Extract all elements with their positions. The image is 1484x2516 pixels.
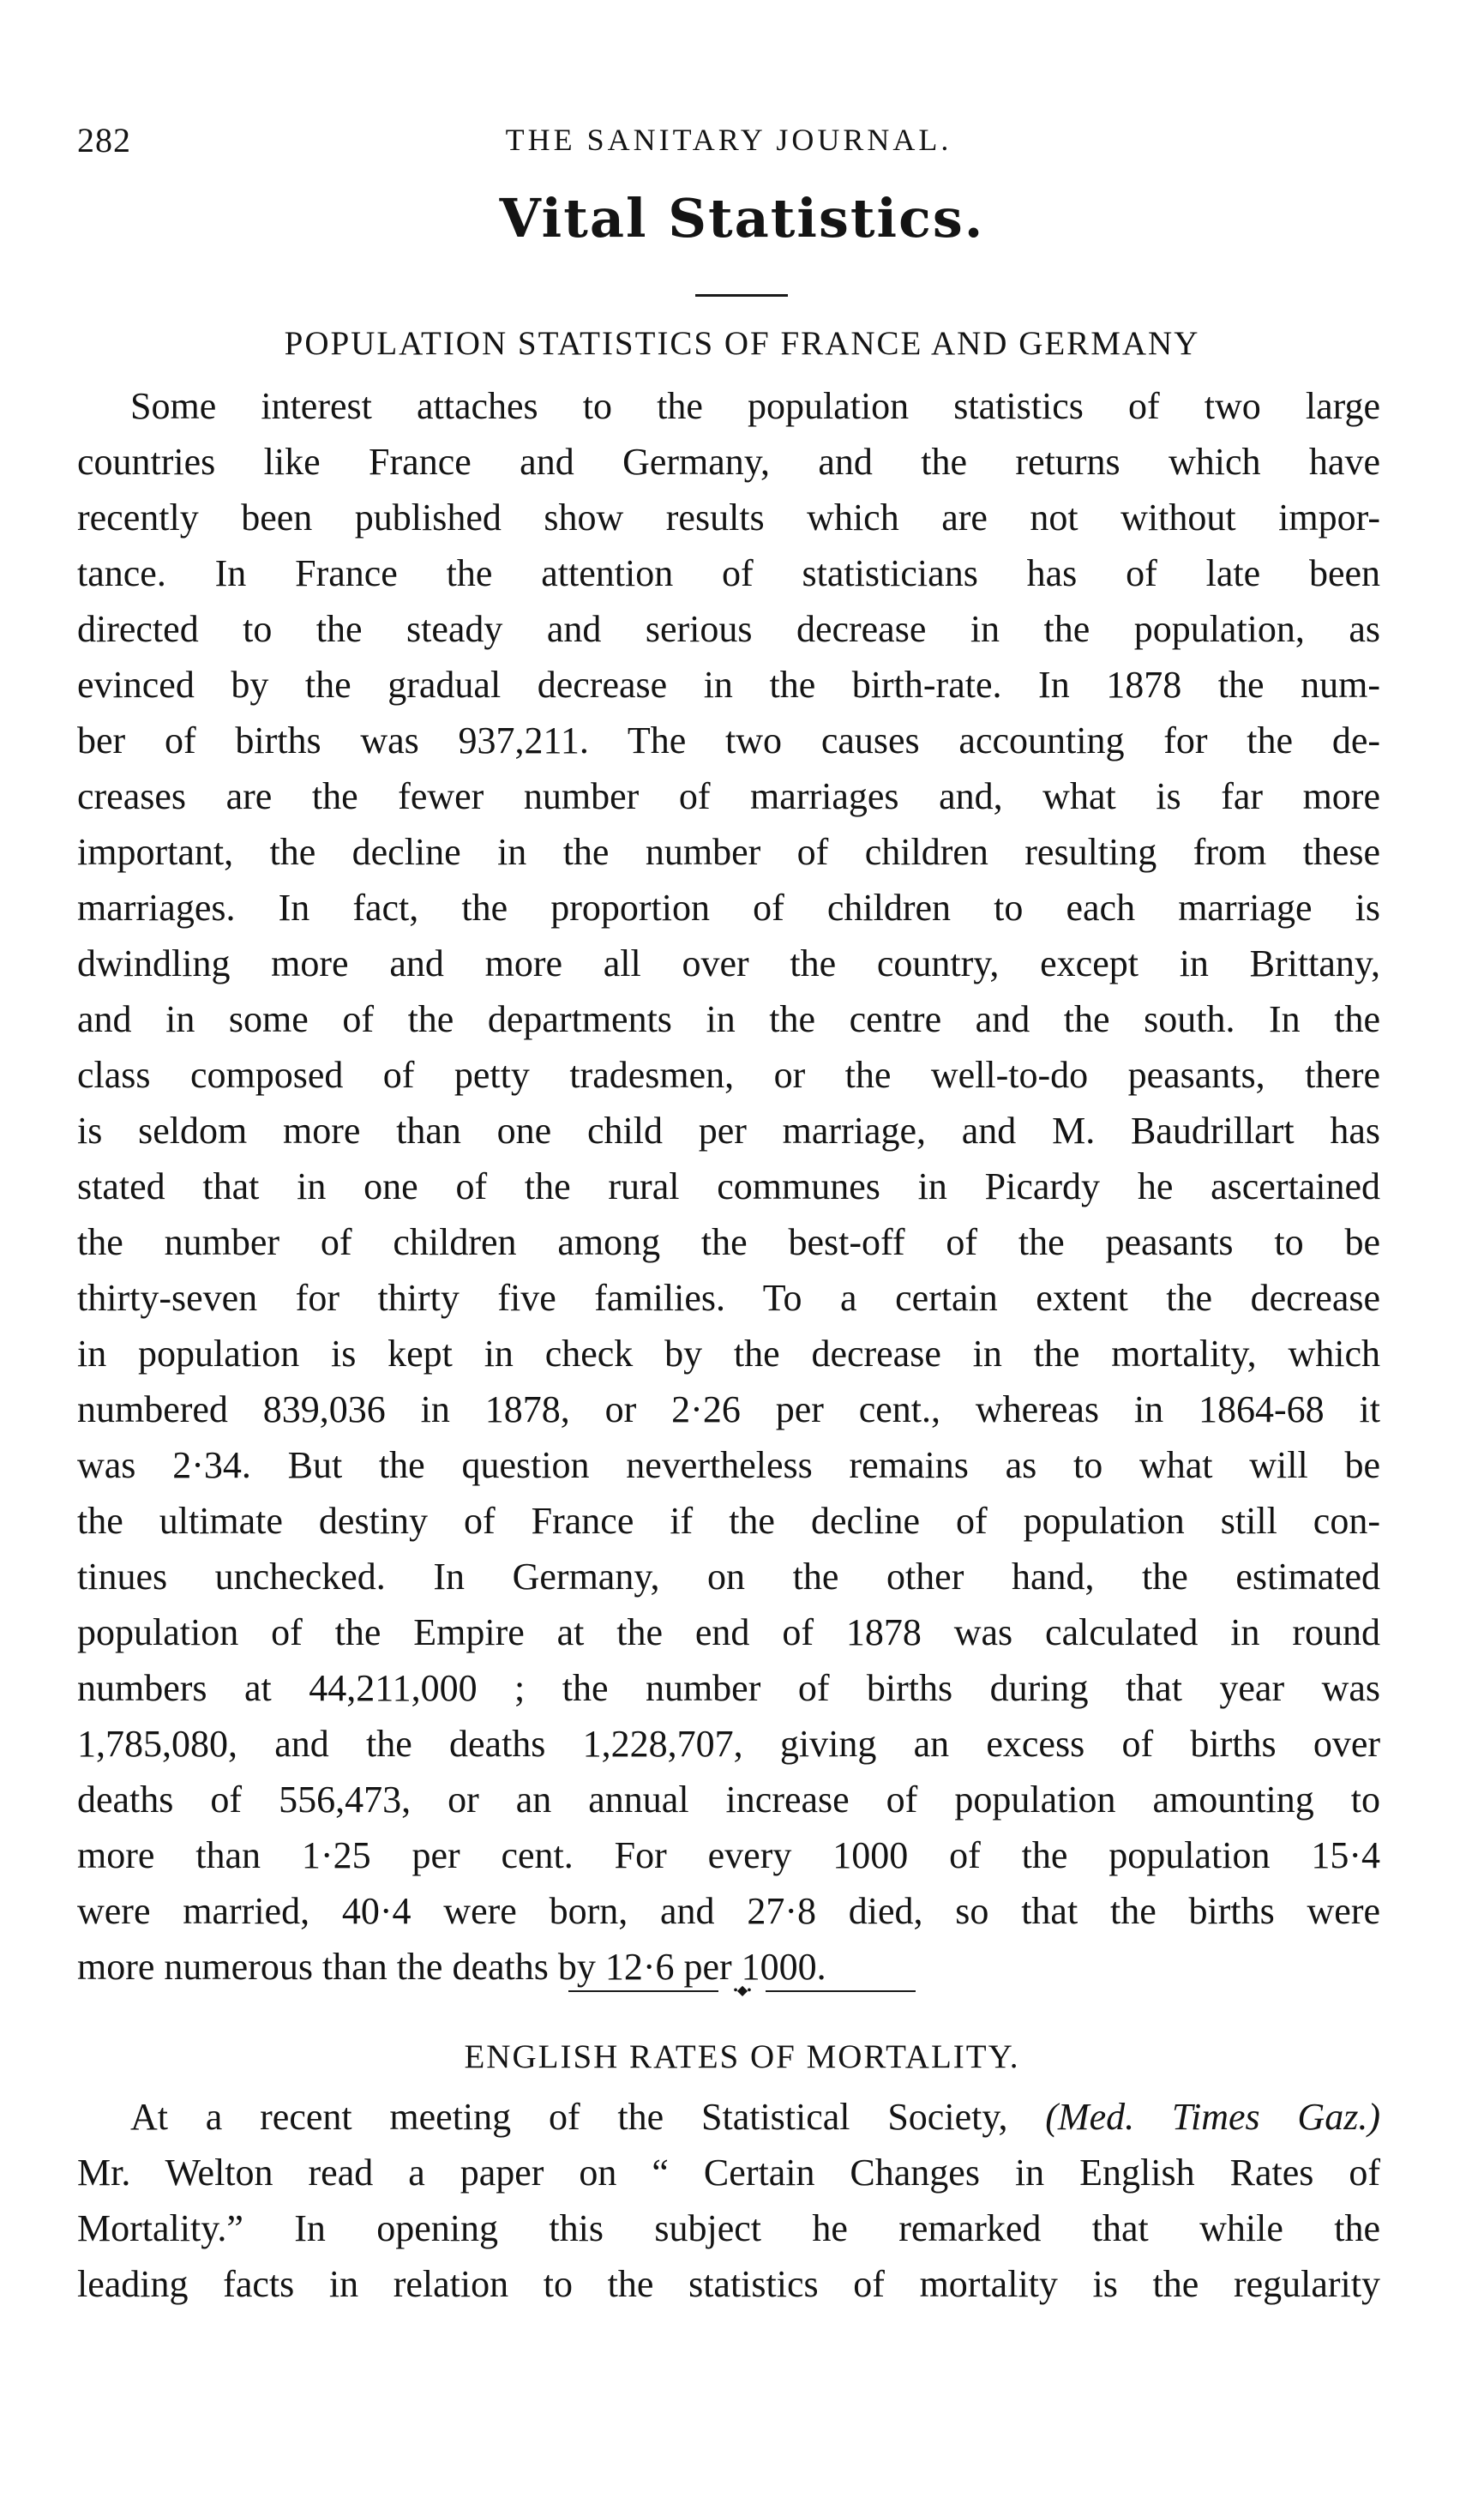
page-number: 282 (77, 121, 131, 160)
text-line: was 2·34. But the question nevertheless remains as to what will be (77, 1444, 1380, 1486)
title-rule (695, 294, 788, 297)
text-line: important, the decline in the number of children resulting from these (77, 831, 1380, 873)
article-body-population (77, 378, 1380, 1995)
text-line: Mortality.” In opening this subject he remarked that while the (77, 2207, 1380, 2249)
article-heading-mortality: ENGLISH RATES OF MORTALITY. (464, 2038, 1020, 2075)
text-line: creases are the fewer number of marriages and, what is far more (77, 775, 1380, 817)
text-line: stated that in one of the rural communes in Picardy he ascertained (77, 1165, 1380, 1207)
text-line: is seldom more than one child per marriage, and M. Baudrillart has (77, 1110, 1380, 1152)
text-line: tance. In France the attention of statisticians has of late been (77, 552, 1380, 594)
text-line: 1,785,080, and the deaths 1,228,707, giving an excess of births over (77, 1723, 1380, 1765)
text-line: more than 1·25 per cent. For every 1000 of the population 15·4 (77, 1834, 1380, 1876)
text-line: the ultimate destiny of France if the decline of population still con- (77, 1500, 1380, 1542)
text-line: recently been published show results which are not without impor- (77, 497, 1380, 539)
text-line: thirty-seven for thirty five families. To a certain extent the decrease (77, 1277, 1380, 1319)
text-line: evinced by the gradual decrease in the birth-rate. In 1878 the num- (77, 664, 1380, 706)
citation: (Med. Times Gaz.) (1045, 2096, 1380, 2138)
journal-title: THE SANITARY JOURNAL. (505, 123, 952, 157)
article-body-mortality (77, 2089, 1380, 2312)
section-divider-ornament (568, 1983, 916, 2000)
text-line: in population is kept in check by the decrease in the mortality, which (77, 1333, 1380, 1375)
text-line: numbers at 44,211,000 ; the number of births during that year was (77, 1667, 1380, 1709)
text-line: more numerous than the deaths by 12·6 per 1000. (77, 1946, 826, 1988)
text-line: the number of children among the best-off of the peasants to be (77, 1221, 1380, 1263)
section-title: Vital Statistics. (499, 187, 985, 250)
divider-rule-left (568, 1990, 718, 1992)
text-line: class composed of petty tradesmen, or the well-to-do peasants, there (77, 1054, 1380, 1096)
text-line: Mr. Welton read a paper on “ Certain Changes in English Rates of (77, 2152, 1380, 2194)
text-line: Some interest attaches to the population statistics of two large (130, 385, 1380, 427)
text-line (77, 2089, 1380, 2145)
text-line: population of the Empire at the end of 1878 was calculated in round (77, 1611, 1380, 1653)
text-line: countries like France and Germany, and the returns which have (77, 441, 1380, 483)
divider-rule-right (766, 1990, 916, 1992)
text-line: marriages. In fact, the proportion of children to each marriage is (77, 887, 1380, 929)
text-line: directed to the steady and serious decrease in the population, as (77, 608, 1380, 650)
text-line: dwindling more and more all over the country, except in Brittany, (77, 942, 1380, 984)
text-line: were married, 40·4 were born, and 27·8 died, so that the births were (77, 1890, 1380, 1932)
divider-ornament-glyph: •◆• (733, 1983, 751, 1998)
text-line: and in some of the departments in the centre and the south. In the (77, 998, 1380, 1040)
text-line: ber of births was 937,211. The two causes accounting for the de- (77, 719, 1380, 761)
text-run: At a recent meeting of the Statistical Society, (130, 2096, 1008, 2138)
running-head (77, 120, 1380, 163)
text-line: leading facts in relation to the statistics of mortality is the regularity (77, 2263, 1380, 2305)
article-heading-population: POPULATION STATISTICS OF FRANCE AND GERMANY (284, 325, 1200, 362)
text-line: numbered 839,036 in 1878, or 2·26 per cent., whereas in 1864-68 it (77, 1388, 1380, 1430)
text-line: deaths of 556,473, or an annual increase of population amounting to (77, 1779, 1380, 1821)
text-line: tinues unchecked. In Germany, on the other hand, the estimated (77, 1556, 1380, 1598)
